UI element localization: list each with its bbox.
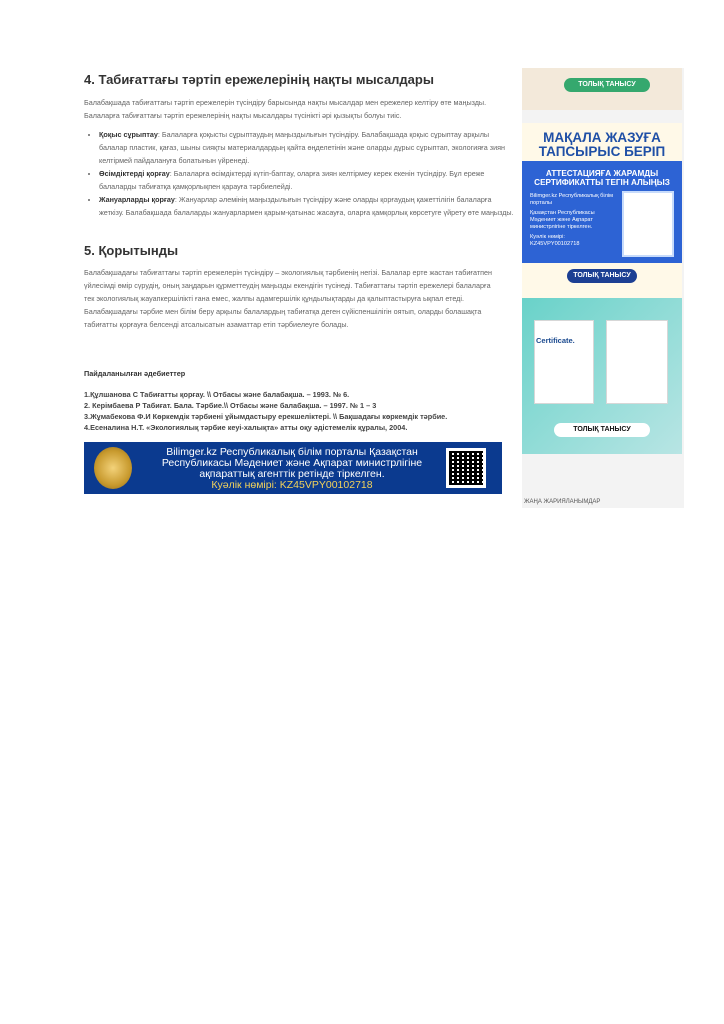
list-item: 3.Жұмабекова Ф.И Көркемдік тәрбиені ұйымдастыру ерекшеліктері. \\ Бақшадағы көркемдік тәрбие.	[84, 412, 448, 421]
sidebar-card-top	[522, 68, 682, 110]
list-item: 2. Керімбаева Р Табиғат. Бала. Тәрбие.\\ Отбасы және балабақша. – 1997. № 1 – 3	[84, 401, 377, 410]
promo-details: Bilimger.kz Республикалық білім порталы Қазақстан Республикасы Мәдениет және Ақпарат министрлігіне тіркелген. Куәлік нөмірі: KZ45VPY00102718	[530, 193, 613, 247]
registration-banner[interactable]	[84, 442, 502, 494]
references-list	[84, 389, 514, 433]
promo-read-more-button[interactable]: ТОЛЫҚ ТАНЫСУ	[567, 269, 637, 283]
screenshot	[66, 68, 684, 508]
qr-code-icon	[446, 448, 486, 488]
promo-subtitle: АТТЕСТАЦИЯҒА ЖАРАМДЫ СЕРТИФИКАТТЫ ТЕГІН АЛЫҢЫЗ	[534, 169, 670, 187]
read-more-button[interactable]: ТОЛЫҚ ТАНЫСУ	[564, 78, 650, 92]
state-emblem-icon	[94, 447, 132, 489]
list-item: • Жануарларды қорғау: Жануарлар әлемінің маңыздылығын түсіндіру және оларды қорғаудың қажеттілігін балаларға жеткізу. Балабақшада балаларды жануарлармен қарым-қатынас жасауға, оларға қамқорлық көрсетуге үйрету өте маңызды.	[99, 193, 517, 219]
list-item: 1.Құлшанова С Табиғатты қорғау. \\ Отбасы және балабақша. – 1993. № 6.	[84, 390, 350, 399]
rules-list	[79, 128, 517, 219]
certificate-label: Certificate.	[536, 336, 575, 345]
certificate-icon	[622, 191, 674, 257]
section-5-paragraph: Балабақшадағы табиғаттағы тәртіп ережелерін түсіндіру – экологиялық тәрбиенің негізі. Балалар ерте жастан табиғатпен үйлесімді өмір сүрудің, оның заңдарын құрметтеудің маңызды екендігін түсінеді. Табиғаттағы тәртіп ережелері балаларға тек экологиялық жауапкершілікті ғана емес, жалпы адамгершілік құндылықтарды да қалыптастыруға ықпал етеді. Балабақшадағы тәрбие мен білім беру арқылы балалардың табиғатқа деген сүйіспеншілігін оятып, оларды болашақта табиғатты қорғауға белсенді атсалысатын азаматтар етіп тәрбиелеуге болады.	[84, 268, 493, 329]
certificate-doc	[534, 320, 594, 404]
section-5-heading: 5. Қорытынды	[84, 243, 179, 258]
list-item: • Қоқыс сұрыптау: Балаларға қоқысты сұрыптаудың маңыздылығын түсіндіру. Балабақшада қоқыс сұрыптау арқылы балалар пластик, қағаз, шыны сияқты материалдардың қайта өңделетінін және оларды дұрыс сұрыптап, экологияға зиян келтірмей пайдалануға болатынын үйренеді.	[99, 128, 517, 167]
promo-title: МАҚАЛА ЖАЗУҒА ТАПСЫРЫС БЕРІП	[538, 130, 666, 159]
promo-blue-panel	[522, 161, 682, 263]
sidebar	[522, 68, 684, 508]
certificate-read-more-button[interactable]: ТОЛЫҚ ТАНЫСУ	[554, 423, 650, 437]
list-item: 4.Есеналина Н.Т. «Экологиялық тәрбие кеуі-халықта» атты оқу әдістемелік құралы, 2004.	[84, 423, 408, 432]
list-item: • Өсімдіктерді қорғау: Балаларға өсімдіктерді күтіп-баптау, оларға зиян келтірмеу керек екенін түсіндіру. Бұл ереже балаларды табиғатқа қамқорлықпен қарауға тәрбиелейді.	[99, 167, 517, 193]
references-title: Пайдаланылған әдебиеттер	[84, 369, 186, 378]
certificate-doc	[606, 320, 668, 404]
section-4-paragraph: Балабақшада табиғаттағы тәртіп ережелерін түсіндіру барысында нақты мысалдар мен ережелер келтіру өте маңызды. Балаларға табиғаттағы тәртіп ережелерінің нақты мысалдары түсінікті әрі қызықты болуы тиіс.	[84, 98, 487, 120]
references-section	[76, 356, 521, 508]
certificate-promo[interactable]	[522, 298, 682, 454]
sidebar-heading-new-posts: ЖАҢА ЖАРИЯЛАНЫМДАР	[524, 499, 601, 505]
section-4-heading: 4. Табиғаттағы тәртіп ережелерінің нақты мысалдары	[84, 72, 434, 87]
banner-text: Bilimger.kz Республикалық білім порталы Қазақстан Республикасы Мәдениет және Ақпарат министрлігіне ақпараттық агенттік ретінде тіркелген. Куәлік нөмірі: KZ45VPY00102718	[161, 446, 423, 491]
